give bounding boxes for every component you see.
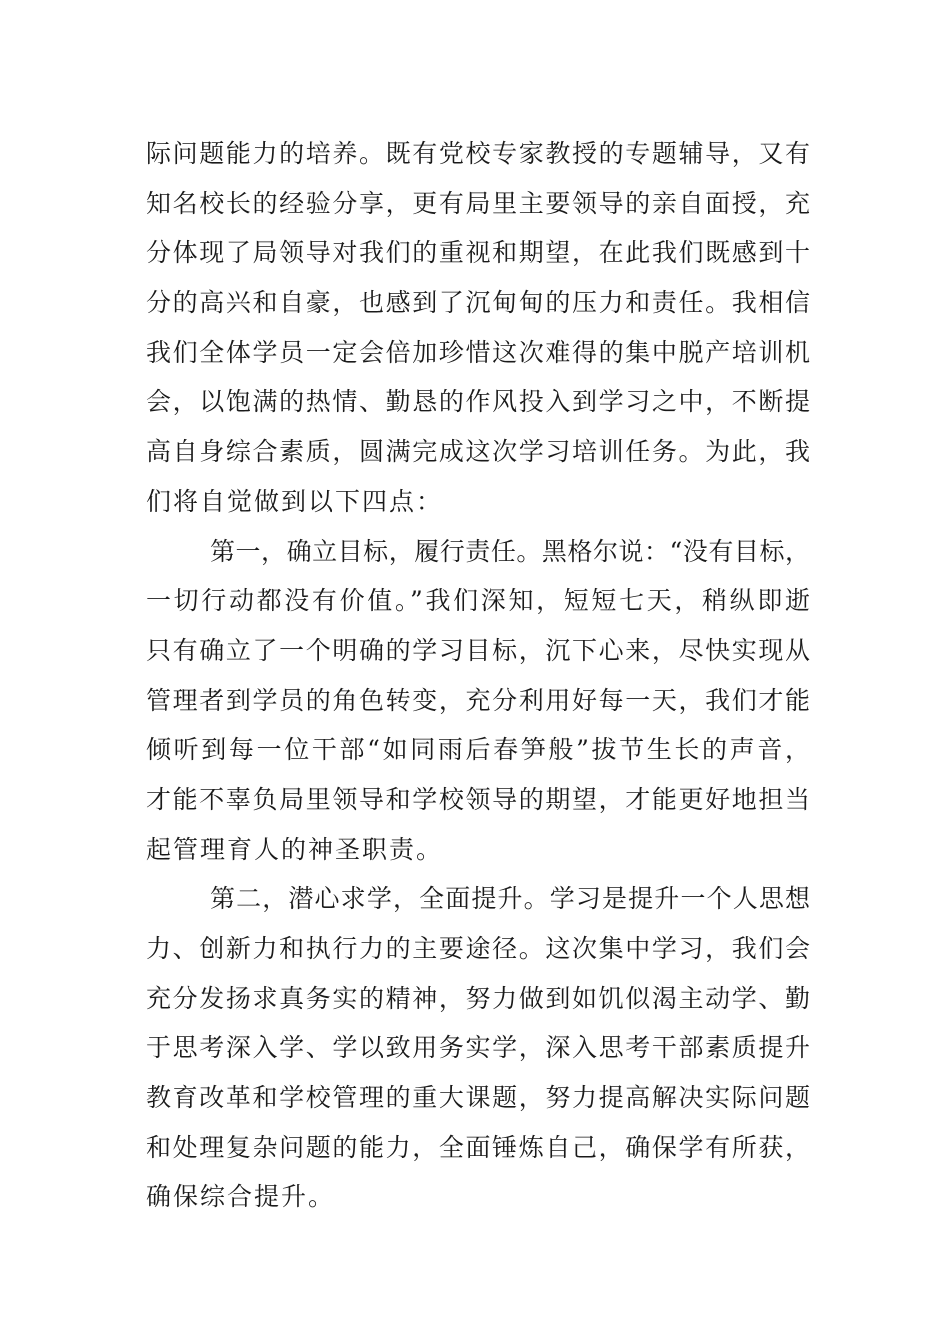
paragraph-first-line: 第一，确立目标，履行责任。黑格尔说：“没有目标， [210,536,810,566]
text-line: 们将自觉做到以下四点： [146,486,444,516]
text-line: 一切行动都没有价值。”我们深知，短短七天，稍纵即逝 [146,586,810,616]
text-line: 充分发扬求真务实的精神，努力做到如饥似渴主动学、勤 [146,983,810,1013]
paragraph-first-line: 第二，潜心求学，全面提升。学习是提升一个人思想 [210,884,810,914]
body-text [146,129,810,1222]
text-line: 际问题能力的培养。既有党校专家教授的专题辅导，又有 [146,139,810,168]
text-line: 倾听到每一位干部“如同雨后春笋般”拔节生长的声音， [146,735,810,765]
text-line: 高自身综合素质，圆满完成这次学习培训任务。为此，我 [146,437,810,467]
text-line: 知名校长的经验分享，更有局里主要领导的亲自面授，充 [146,188,810,218]
text-line: 分的高兴和自豪，也感到了沉甸甸的压力和责任。我相信 [146,288,810,318]
text-line: 确保综合提升。 [146,1182,336,1212]
text-line: 会，以饱满的热情、勤恳的作风投入到学习之中，不断提 [146,387,810,417]
text-line: 力、创新力和执行力的主要途径。这次集中学习，我们会 [146,934,810,963]
text-line: 我们全体学员一定会倍加珍惜这次难得的集中脱产培训机 [146,337,810,367]
text-line: 于思考深入学、学以致用务实学，深入思考干部素质提升 [146,1033,810,1063]
text-line: 才能不辜负局里领导和学校领导的期望，才能更好地担当 [146,784,810,814]
text-line: 管理者到学员的角色转变，充分利用好每一天，我们才能 [146,685,810,715]
text-line: 起管理育人的神圣职责。 [146,834,444,864]
text-line: 分体现了局领导对我们的重视和期望，在此我们既感到十 [146,238,810,268]
text-line: 教育改革和学校管理的重大课题，努力提高解决实际问题 [146,1083,810,1113]
text-line: 和处理复杂问题的能力，全面锤炼自己，确保学有所获， [146,1132,810,1162]
text-line: 只有确立了一个明确的学习目标，沉下心来，尽快实现从 [146,635,810,665]
